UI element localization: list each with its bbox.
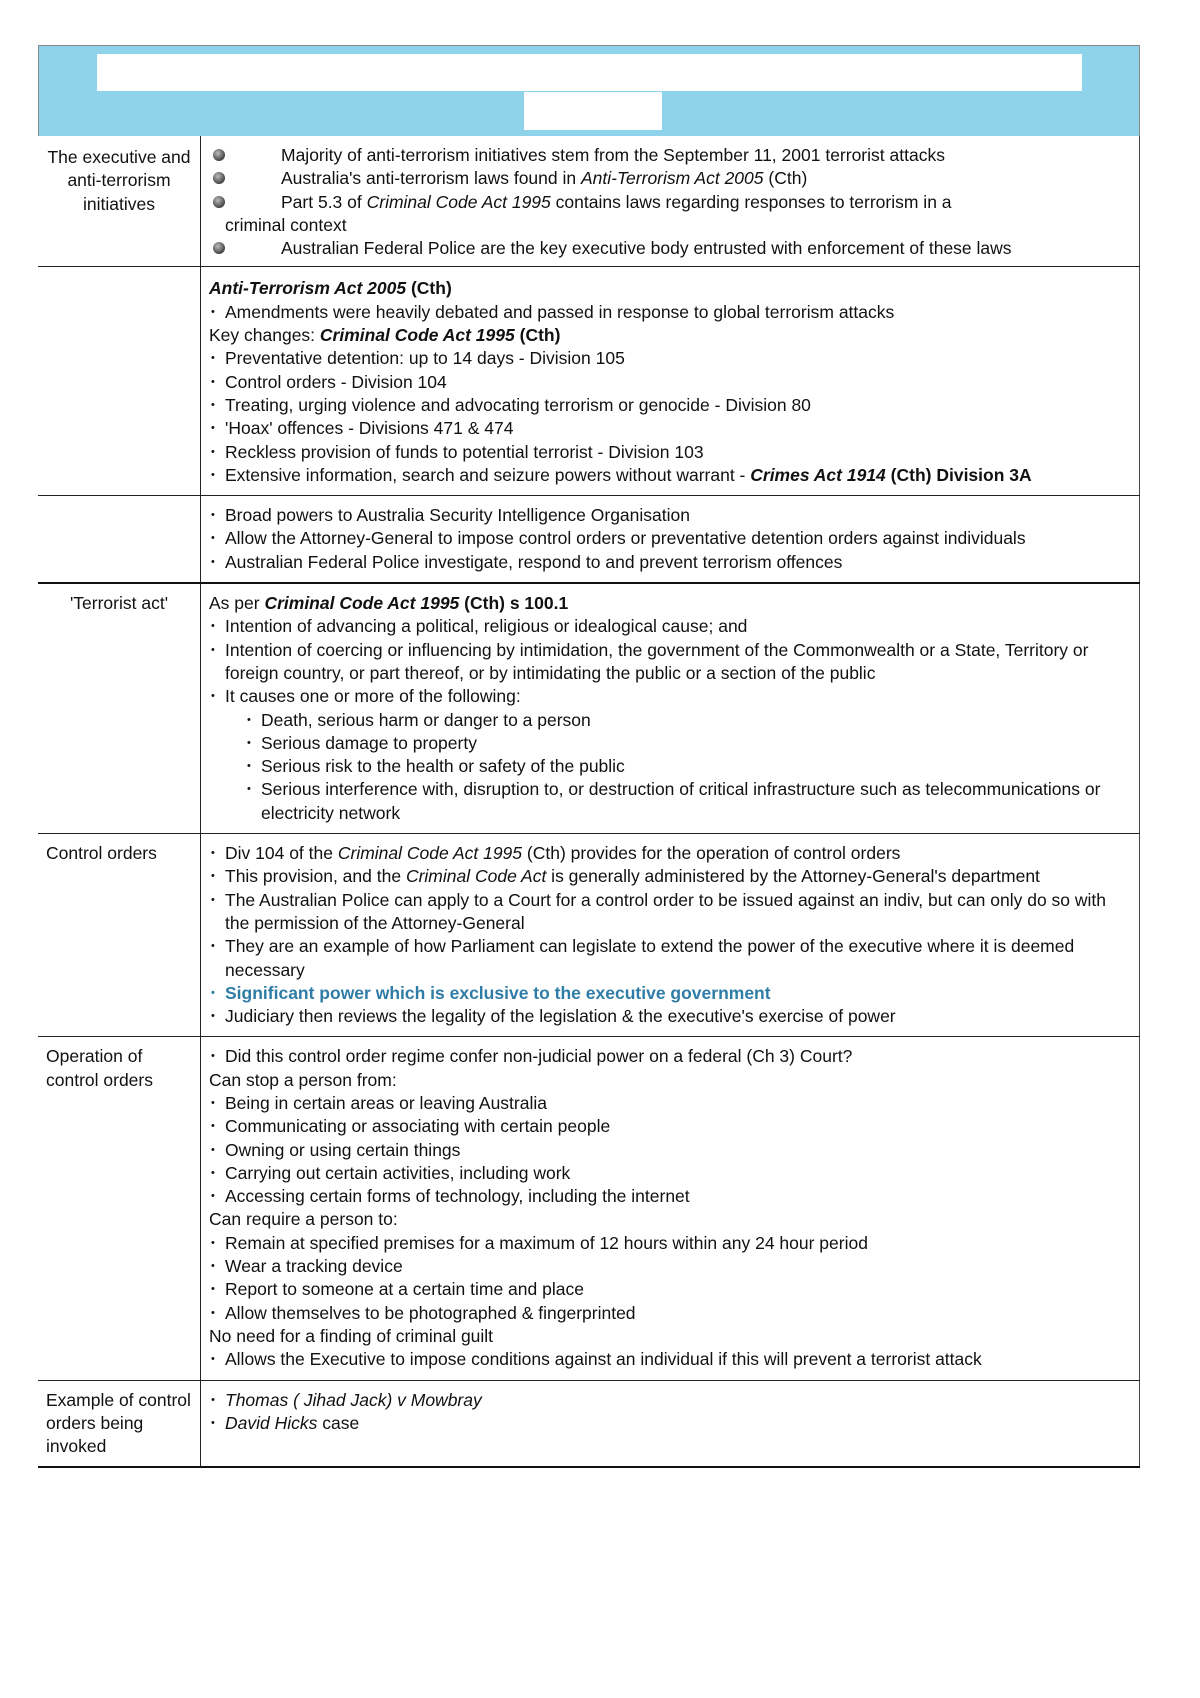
notes-table bbox=[38, 136, 1140, 1468]
sub-list-item: • Serious risk to the health or safety of the public bbox=[209, 755, 1131, 778]
table-row bbox=[38, 1037, 1140, 1380]
list-item: • Amendments were heavily debated and passed in response to global terrorism attacks bbox=[209, 301, 1131, 324]
highlight-list-item: • Significant power which is exclusive to the executive government bbox=[209, 982, 1131, 1005]
list-item: • Wear a tracking device bbox=[209, 1255, 1131, 1278]
row-label: 'Terrorist act' bbox=[38, 583, 201, 833]
table-row bbox=[38, 834, 1140, 1037]
row-content bbox=[201, 1037, 1140, 1380]
list-item: • Communicating or associating with certain people bbox=[209, 1115, 1131, 1138]
row-content bbox=[201, 267, 1140, 496]
table-row bbox=[38, 496, 1140, 583]
bullet-dot-icon bbox=[213, 196, 225, 208]
subheading: No need for a finding of criminal guilt bbox=[209, 1325, 494, 1346]
row-label: Control orders bbox=[38, 834, 201, 1037]
table-row bbox=[38, 583, 1140, 833]
list-item: • Extensive information, search and seizure powers without warrant - Crimes Act 1914 (Cth) Division 3A bbox=[209, 464, 1131, 487]
list-item: • Thomas ( Jihad Jack) v Mowbray bbox=[209, 1389, 1131, 1412]
row-content bbox=[201, 1380, 1140, 1467]
sub-list-item: • Death, serious harm or danger to a person bbox=[209, 709, 1131, 732]
definition-intro: As per Criminal Code Act 1995 (Cth) s 100.1 bbox=[209, 593, 569, 614]
list-item: • They are an example of how Parliament can legislate to extend the power of the executive where it is deemed necessary bbox=[209, 935, 1131, 982]
row-label: Operation of control orders bbox=[38, 1037, 201, 1380]
list-item: • Judiciary then reviews the legality of the legislation & the executive's exercise of power bbox=[209, 1005, 1131, 1028]
row-label: The executive and anti-terrorism initiatives bbox=[38, 136, 201, 267]
list-item: • Intention of advancing a political, religious or idealogical cause; and bbox=[209, 615, 1131, 638]
list-item: Australian Federal Police are the key executive body entrusted with enforcement of these laws bbox=[209, 237, 1131, 260]
list-item: • Preventative detention: up to 14 days - Division 105 bbox=[209, 347, 1131, 370]
sub-list-item: • Serious damage to property bbox=[209, 732, 1131, 755]
row-content bbox=[201, 496, 1140, 583]
row-label: Example of control orders being invoked bbox=[38, 1380, 201, 1467]
act-heading: Anti-Terrorism Act 2005 (Cth) bbox=[209, 278, 452, 299]
bullet-dot-icon bbox=[213, 149, 225, 161]
row-label bbox=[38, 496, 201, 583]
list-item: Australia's anti-terrorism laws found in Anti-Terrorism Act 2005 (Cth) bbox=[209, 167, 1131, 190]
list-item: • Treating, urging violence and advocating terrorism or genocide - Division 80 bbox=[209, 394, 1131, 417]
list-item: • Div 104 of the Criminal Code Act 1995 (Cth) provides for the operation of control orders bbox=[209, 842, 1131, 865]
subheading: Can stop a person from: bbox=[209, 1069, 397, 1090]
sub-list-item: • Serious interference with, disruption to, or destruction of critical infrastructure such as telecommunications or electricity network bbox=[209, 778, 1131, 825]
list-item: • Report to someone at a certain time and place bbox=[209, 1278, 1131, 1301]
list-item: • 'Hoax' offences - Divisions 471 & 474 bbox=[209, 417, 1131, 440]
list-item: • Carrying out certain activities, including work bbox=[209, 1162, 1131, 1185]
row-label bbox=[38, 267, 201, 496]
list-item: • Owning or using certain things bbox=[209, 1139, 1131, 1162]
list-item-continued: criminal context bbox=[225, 214, 347, 235]
list-item: • It causes one or more of the following: bbox=[209, 685, 1131, 708]
notes-page bbox=[38, 45, 1140, 1468]
list-item: • Allows the Executive to impose conditions against an individual if this will prevent a terrorist attack bbox=[209, 1348, 1131, 1371]
list-item: • Allow themselves to be photographed & fingerprinted bbox=[209, 1302, 1131, 1325]
table-row bbox=[38, 267, 1140, 496]
list-item: • This provision, and the Criminal Code Act is generally administered by the Attorney-General's department bbox=[209, 865, 1131, 888]
list-item: • Accessing certain forms of technology, including the internet bbox=[209, 1185, 1131, 1208]
bullet-dot-icon bbox=[213, 172, 225, 184]
key-changes-heading: Key changes: Criminal Code Act 1995 (Cth) bbox=[209, 325, 561, 346]
list-item: Majority of anti-terrorism initiatives stem from the September 11, 2001 terrorist attacks bbox=[209, 144, 1131, 167]
bullet-dot-icon bbox=[213, 242, 225, 254]
list-item: • Intention of coercing or influencing by intimidation, the government of the Commonwealth or a State, Territory or foreign country, or part thereof, or by intimidating the public or a section of the public bbox=[209, 639, 1131, 686]
row-content bbox=[201, 834, 1140, 1037]
subheading: Can require a person to: bbox=[209, 1209, 398, 1230]
table-row bbox=[38, 1380, 1140, 1467]
list-item: • Being in certain areas or leaving Australia bbox=[209, 1092, 1131, 1115]
row-content bbox=[201, 136, 1140, 267]
redacted-subtitle-box bbox=[524, 92, 662, 130]
list-item: • The Australian Police can apply to a Court for a control order to be issued against an indiv, but can only do so with the permission of the Attorney-General bbox=[209, 889, 1131, 936]
list-item: • Allow the Attorney-General to impose control orders or preventative detention orders against individuals bbox=[209, 527, 1131, 550]
list-item: • Control orders - Division 104 bbox=[209, 371, 1131, 394]
list-item: • Australian Federal Police investigate, respond to and prevent terrorism offences bbox=[209, 551, 1131, 574]
list-item: • Did this control order regime confer non-judicial power on a federal (Ch 3) Court? bbox=[209, 1045, 1131, 1068]
redacted-title-box bbox=[97, 54, 1082, 91]
list-item: • Remain at specified premises for a maximum of 12 hours within any 24 hour period bbox=[209, 1232, 1131, 1255]
list-item: • Broad powers to Australia Security Intelligence Organisation bbox=[209, 504, 1131, 527]
list-item: Part 5.3 of Criminal Code Act 1995 contains laws regarding responses to terrorism in a bbox=[209, 191, 1131, 214]
list-item: • Reckless provision of funds to potential terrorist - Division 103 bbox=[209, 441, 1131, 464]
title-banner bbox=[38, 45, 1140, 136]
list-item: • David Hicks case bbox=[209, 1412, 1131, 1435]
table-row bbox=[38, 136, 1140, 267]
row-content bbox=[201, 583, 1140, 833]
